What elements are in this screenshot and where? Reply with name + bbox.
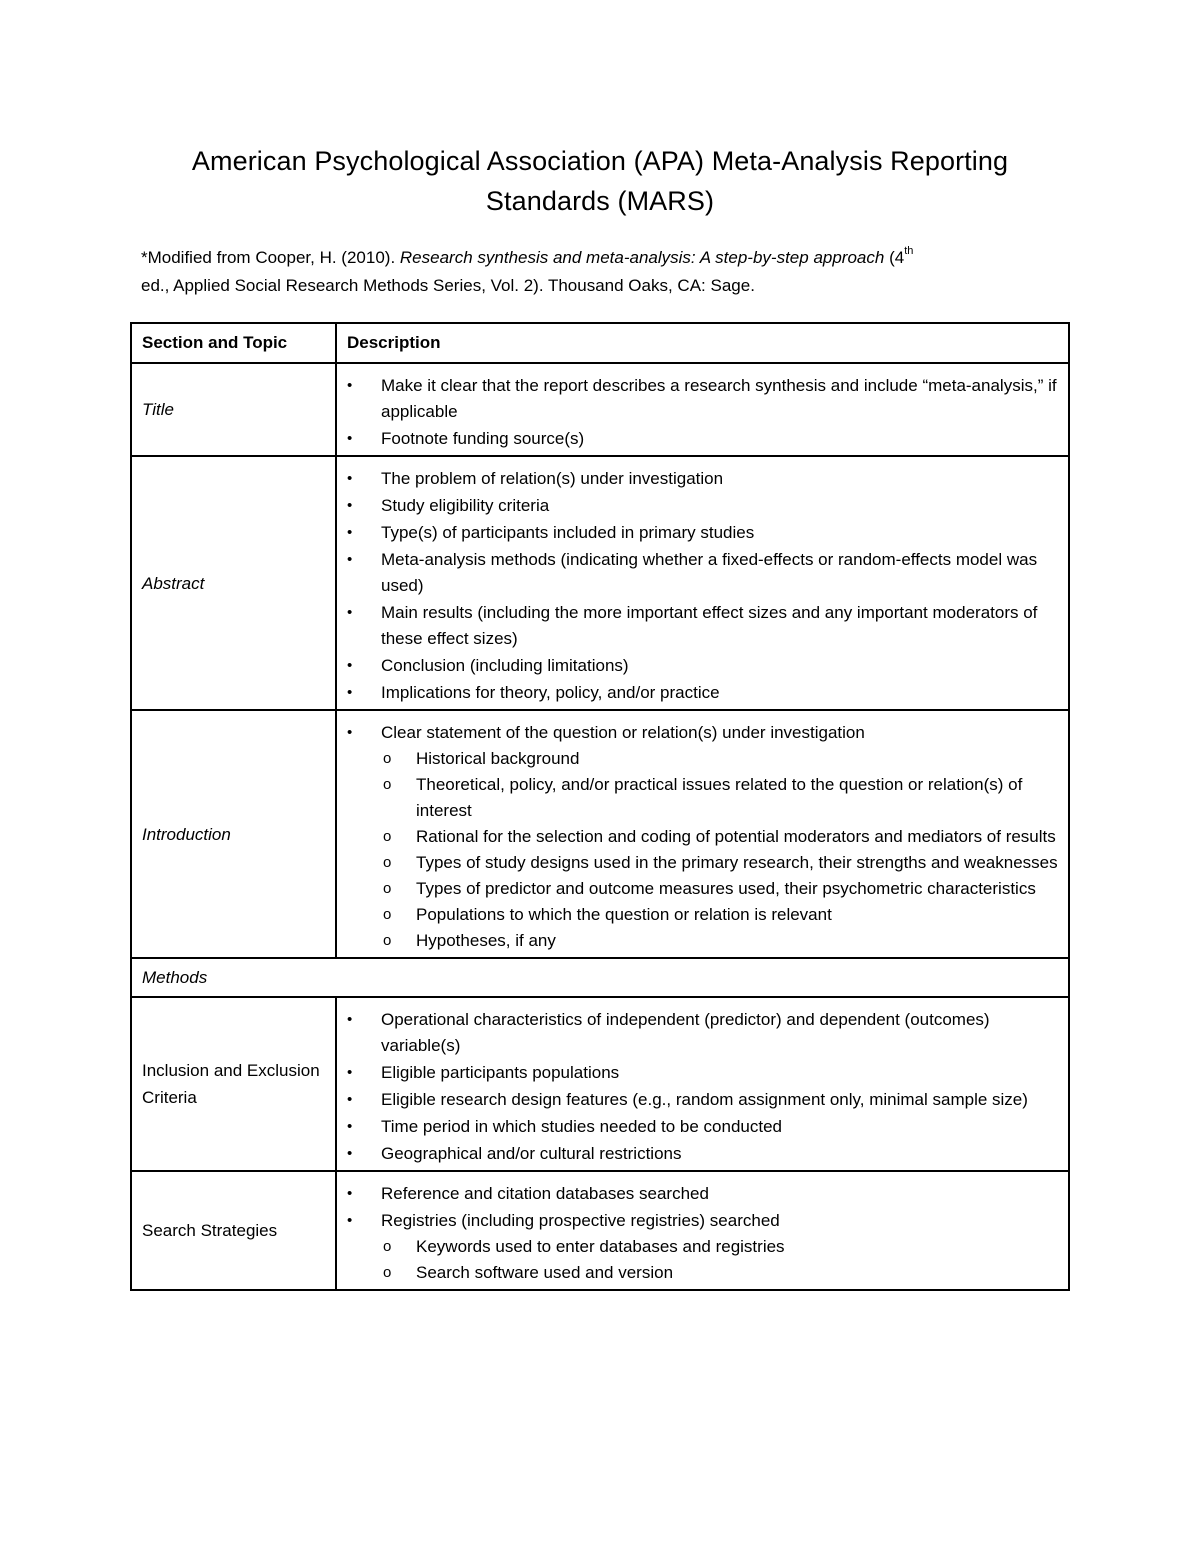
bullet-icon: • (347, 604, 353, 621)
description-abstract (336, 456, 1069, 710)
table-row-inclusion-criteria (131, 997, 1069, 1171)
bullet-icon: • (347, 1064, 353, 1081)
mars-table (130, 322, 1070, 1291)
circle-bullet-icon: o (383, 1264, 392, 1281)
list-item: • Implications for theory, policy, and/or practice (345, 680, 1060, 706)
table-row-title (131, 363, 1069, 456)
circle-bullet-icon: o (383, 906, 392, 923)
bullet-icon: • (347, 1212, 353, 1229)
list-item: • Geographical and/or cultural restrictions (345, 1141, 1060, 1167)
column-header-description: Description (336, 323, 1069, 363)
page-title (120, 141, 1080, 221)
bullet-icon: • (347, 377, 353, 394)
bullet-icon: • (347, 470, 353, 487)
list-item: • The problem of relation(s) under investigation (345, 466, 1060, 492)
sub-list-item: o Keywords used to enter databases and registries (381, 1234, 1060, 1260)
table-row-introduction (131, 710, 1069, 958)
list-item: • Clear statement of the question or relation(s) under investigation o Historical background o Theoretical, policy, and/or practical issues related to the question or relation(s) of interest o Rational for the selection and coding of potential moderators and mediators of results o Types of study designs used in the primary research, their strengths and weaknesses o Types of predictor and outcome measures used, their psychometric characteristics o Populations to which the question or relation is relevant o Hypotheses, if any (345, 720, 1060, 954)
citation-edition: (4 (884, 248, 905, 267)
list-item: • Eligible research design features (e.g., random assignment only, minimal sample size) (345, 1087, 1060, 1113)
list-item: • Eligible participants populations (345, 1060, 1060, 1086)
source-citation (141, 244, 1071, 300)
description-inclusion-criteria (336, 997, 1069, 1171)
circle-bullet-icon: o (383, 828, 392, 845)
list-item: • Registries (including prospective registries) searched o Keywords used to enter databases and registries o Search software used and version (345, 1208, 1060, 1286)
bullet-icon: • (347, 430, 353, 447)
sub-list-item: o Populations to which the question or relation is relevant (381, 902, 1060, 928)
sub-list-item: o Theoretical, policy, and/or practical issues related to the question or relation(s) of interest (381, 772, 1060, 824)
table-row-abstract (131, 456, 1069, 710)
topic-search-strategies: Search Strategies (131, 1171, 336, 1290)
list-item: • Footnote funding source(s) (345, 426, 1060, 452)
sub-list-item: o Types of predictor and outcome measures used, their psychometric characteristics (381, 876, 1060, 902)
bullet-icon: • (347, 551, 353, 568)
bullet-icon: • (347, 1118, 353, 1135)
topic-abstract: Abstract (131, 456, 336, 710)
citation-rest: ed., Applied Social Research Methods Series, Vol. 2). Thousand Oaks, CA: Sage. (141, 276, 755, 295)
circle-bullet-icon: o (383, 750, 392, 767)
bullet-icon: • (347, 1011, 353, 1028)
description-search-strategies (336, 1171, 1069, 1290)
list-item: • Time period in which studies needed to be conducted (345, 1114, 1060, 1140)
circle-bullet-icon: o (383, 1238, 392, 1255)
bullet-icon: • (347, 497, 353, 514)
topic-title: Title (131, 363, 336, 456)
list-item: • Reference and citation databases searched (345, 1181, 1060, 1207)
bullet-icon: • (347, 1145, 353, 1162)
citation-book-title: Research synthesis and meta-analysis: A step-by-step approach (399, 248, 885, 267)
citation-edition-suffix: th (904, 245, 914, 258)
list-item: • Study eligibility criteria (345, 493, 1060, 519)
section-methods: Methods (131, 958, 1069, 997)
description-title (336, 363, 1069, 456)
sub-list-item: o Search software used and version (381, 1260, 1060, 1286)
table-row-methods (131, 958, 1069, 997)
topic-inclusion-criteria: Inclusion and Exclusion Criteria (131, 997, 336, 1171)
circle-bullet-icon: o (383, 880, 392, 897)
bullet-icon: • (347, 524, 353, 541)
circle-bullet-icon: o (383, 776, 392, 793)
sub-list-item: o Rational for the selection and coding of potential moderators and mediators of results (381, 824, 1060, 850)
description-introduction (336, 710, 1069, 958)
topic-introduction: Introduction (131, 710, 336, 958)
title-line-1: American Psychological Association (APA) Meta-Analysis Reporting (191, 146, 1009, 176)
column-header-section: Section and Topic (131, 323, 336, 363)
bullet-icon: • (347, 657, 353, 674)
bullet-icon: • (347, 1185, 353, 1202)
citation-prefix: *Modified from Cooper, H. (2010). (141, 248, 400, 267)
circle-bullet-icon: o (383, 854, 392, 871)
title-line-2: Standards (MARS) (485, 186, 715, 216)
list-item: • Conclusion (including limitations) (345, 653, 1060, 679)
bullet-icon: • (347, 1091, 353, 1108)
table-row-search-strategies (131, 1171, 1069, 1290)
table-header-row (131, 323, 1069, 363)
sub-list-item: o Types of study designs used in the primary research, their strengths and weaknesses (381, 850, 1060, 876)
list-item: • Operational characteristics of independent (predictor) and dependent (outcomes) variable(s) (345, 1007, 1060, 1059)
sub-list-item: o Historical background (381, 746, 1060, 772)
circle-bullet-icon: o (383, 932, 392, 949)
list-item: • Make it clear that the report describes a research synthesis and include “meta-analysis,” if applicable (345, 373, 1060, 425)
list-item: • Type(s) of participants included in primary studies (345, 520, 1060, 546)
bullet-icon: • (347, 684, 353, 701)
bullet-icon: • (347, 724, 353, 741)
sub-list-item: o Hypotheses, if any (381, 928, 1060, 954)
list-item: • Meta-analysis methods (indicating whether a fixed-effects or random-effects model was used) (345, 547, 1060, 599)
list-item: • Main results (including the more important effect sizes and any important moderators of these effect sizes) (345, 600, 1060, 652)
